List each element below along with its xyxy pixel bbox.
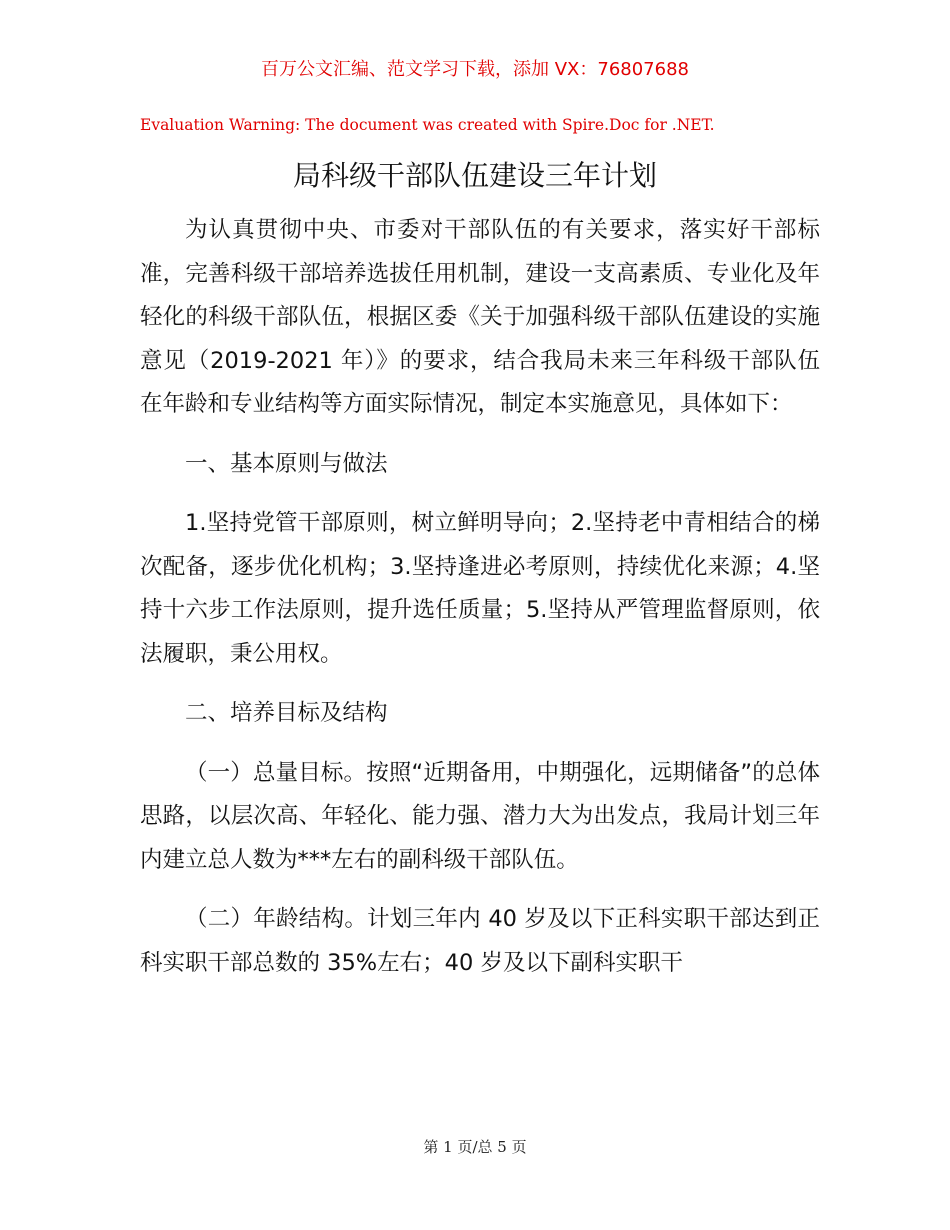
page-indicator: 第 1 页/总 5 页 [423, 1138, 527, 1156]
total-target-paragraph: （一）总量目标。按照“近期备用，中期强化，远期储备”的总体思路，以层次高、年轻化、能力强、潜力大为出发点，我局计划三年内建立总人数为***左右的副科级干部队伍。 [140, 759, 820, 873]
evaluation-warning: Evaluation Warning: The document was created with Spire.Doc for .NET. [140, 116, 715, 134]
section-heading-principles: 一、基本原则与做法 [185, 450, 388, 477]
principles-paragraph: 1.坚持党管干部原则，树立鲜明导向；2.坚持老中青相结合的梯次配备，逐步优化机构；3.坚持逢进必考原则，持续优化来源；4.坚持十六步工作法原则，提升选任质量；5.坚持从严管理监督原则，依法履职，秉公用权。 [140, 510, 820, 667]
document-body [140, 209, 820, 1001]
age-structure-paragraph: （二）年龄结构。计划三年内 40 岁及以下正科实职干部达到正科实职干部总数的 35%左右；40 岁及以下副科实职干 [140, 906, 820, 976]
document-title: 局科级干部队伍建设三年计划 [292, 159, 657, 192]
section-heading-goals: 二、培养目标及结构 [185, 700, 388, 726]
header-banner: 百万公文汇编、范文学习下载，添加 VX：76807688 [261, 59, 689, 80]
intro-paragraph: 为认真贯彻中央、市委对干部队伍的有关要求，落实好干部标准，完善科级干部培养选拔任用机制，建设一支高素质、专业化及年轻化的科级干部队伍，根据区委《关于加强科级干部队伍建设的实施意见（2019-2021 年）》的要求，结合我局未来三年科级干部队伍在年龄和专业结构等方面实际情况，制定本实施意见，具体如下： [140, 217, 820, 417]
